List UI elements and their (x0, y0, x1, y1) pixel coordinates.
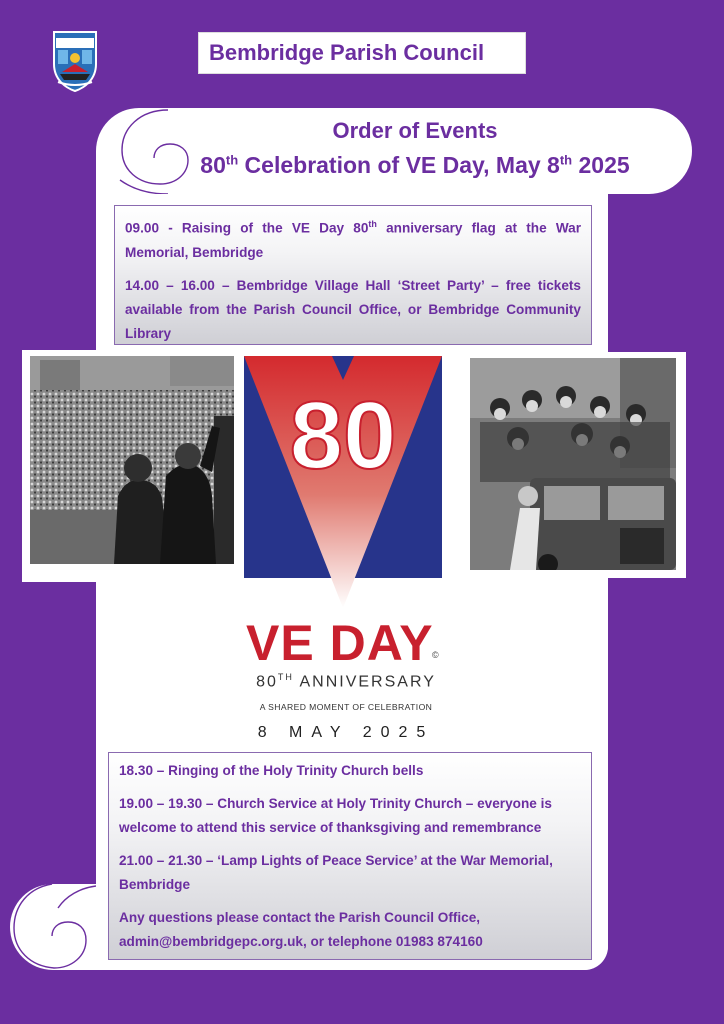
events-box-bottom (108, 752, 592, 960)
celebration-truck-image (470, 358, 676, 570)
subtitle-sup-2: th (559, 152, 573, 168)
scroll-curl-top (110, 108, 190, 194)
logo-date: 8 MAY 2025 (257, 724, 435, 741)
anniversary-label (246, 672, 446, 691)
anniversary-number: 80 (256, 673, 278, 691)
subtitle-text-3: 2025 (572, 152, 630, 178)
anniversary-word: ANNIVERSARY (293, 673, 436, 691)
council-name: Bembridge Parish Council (209, 40, 485, 65)
contact-info: Any questions please contact the Parish Council Office, admin@bembridgepc.org.uk, or telephone 01983 874160 (119, 910, 483, 949)
event-flag-sup: th (368, 219, 377, 229)
subtitle-text-1: 80 (200, 152, 226, 178)
logo-tagline: A SHARED MOMENT OF CELEBRATION (259, 702, 433, 712)
event-flag-text-2: anniversary flag at the War Memorial, Bembridge (125, 220, 582, 260)
photo-celebration-truck (464, 352, 686, 578)
scroll-curl-bottom (10, 884, 96, 970)
council-name-banner (198, 32, 526, 74)
event-lamp-lights: 21.00 – 21.30 – ‘Lamp Lights of Peace Service’ at the War Memorial, Bembridge (119, 853, 553, 892)
churchill-crowd-image (30, 356, 234, 564)
logo-number-80: 80 (289, 382, 397, 489)
photo-churchill-crowd (22, 350, 236, 582)
events-box-top (114, 205, 592, 345)
page-subtitle (180, 152, 650, 179)
page-title: Order of Events (332, 118, 498, 143)
subtitle-sup-1: th (225, 152, 239, 168)
event-church-bells: 18.30 – Ringing of the Holy Trinity Church bells (119, 763, 424, 778)
event-street-party: 14.00 – 16.00 – Bembridge Village Hall ‘Street Party’ – free tickets available from the Parish Council Office, or Bembridge Community Library (125, 277, 581, 341)
event-flag-raising (125, 212, 581, 265)
anniversary-sup: TH (277, 672, 294, 682)
event-church-service: 19.00 – 19.30 – Church Service at Holy Trinity Church – everyone is welcome to attend this service of thanksgiving and remembrance (119, 796, 552, 835)
ve-day-v-graphic (240, 350, 450, 610)
bembridge-crest-logo (50, 28, 100, 92)
ve-day-wordmark: VE DAY (246, 615, 434, 671)
subtitle-text-2: Celebration of VE Day, May 8 (238, 152, 560, 178)
copyright-mark: © (432, 650, 439, 660)
event-flag-text-1: 09.00 - Raising of the VE Day 80 (125, 220, 369, 236)
